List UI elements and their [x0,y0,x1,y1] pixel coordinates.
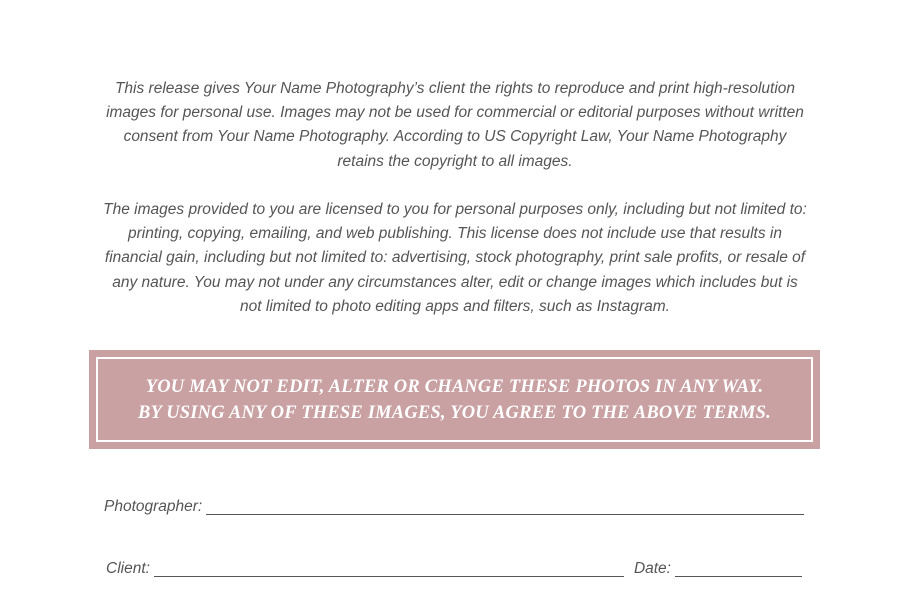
release-paragraph-license: The images provided to you are licensed to you for personal purposes only, including but not limited to: printing, copying, emailing, and web publishing. This license does not include use that results in financial gain, including but not limited to: advertising, stock photography, print sale profits, or resale of any nature. You may not under any circumstances alter, edit or change images which includes but is not limited to photo editing apps and filters, such as Instagram. [103,201,807,315]
terms-banner-line-2: BY USING ANY OF THESE IMAGES, YOU AGREE TO THE ABOVE TERMS. [138,402,771,423]
photographer-signature-line[interactable] [206,513,804,515]
client-signature-row [106,560,802,578]
photographer-signature-row [104,498,804,516]
release-paragraph-rights: This release gives Your Name Photography’s client the rights to reproduce and print high-resolution images for personal use. Images may not be used for commercial or editorial purposes without written consent from Your Name Photography. According to US Copyright Law, Your Name Photography retains the copyright to all images. [106,80,804,170]
client-signature-line[interactable] [154,575,624,577]
terms-banner-line-1: YOU MAY NOT EDIT, ALTER OR CHANGE THESE PHOTOS IN ANY WAY. [145,376,764,397]
terms-banner [89,350,820,449]
terms-banner-frame [96,357,813,442]
date-label: Date: [633,560,671,577]
client-label: Client: [106,560,150,577]
date-line[interactable] [675,575,802,577]
photographer-label: Photographer: [104,498,203,515]
